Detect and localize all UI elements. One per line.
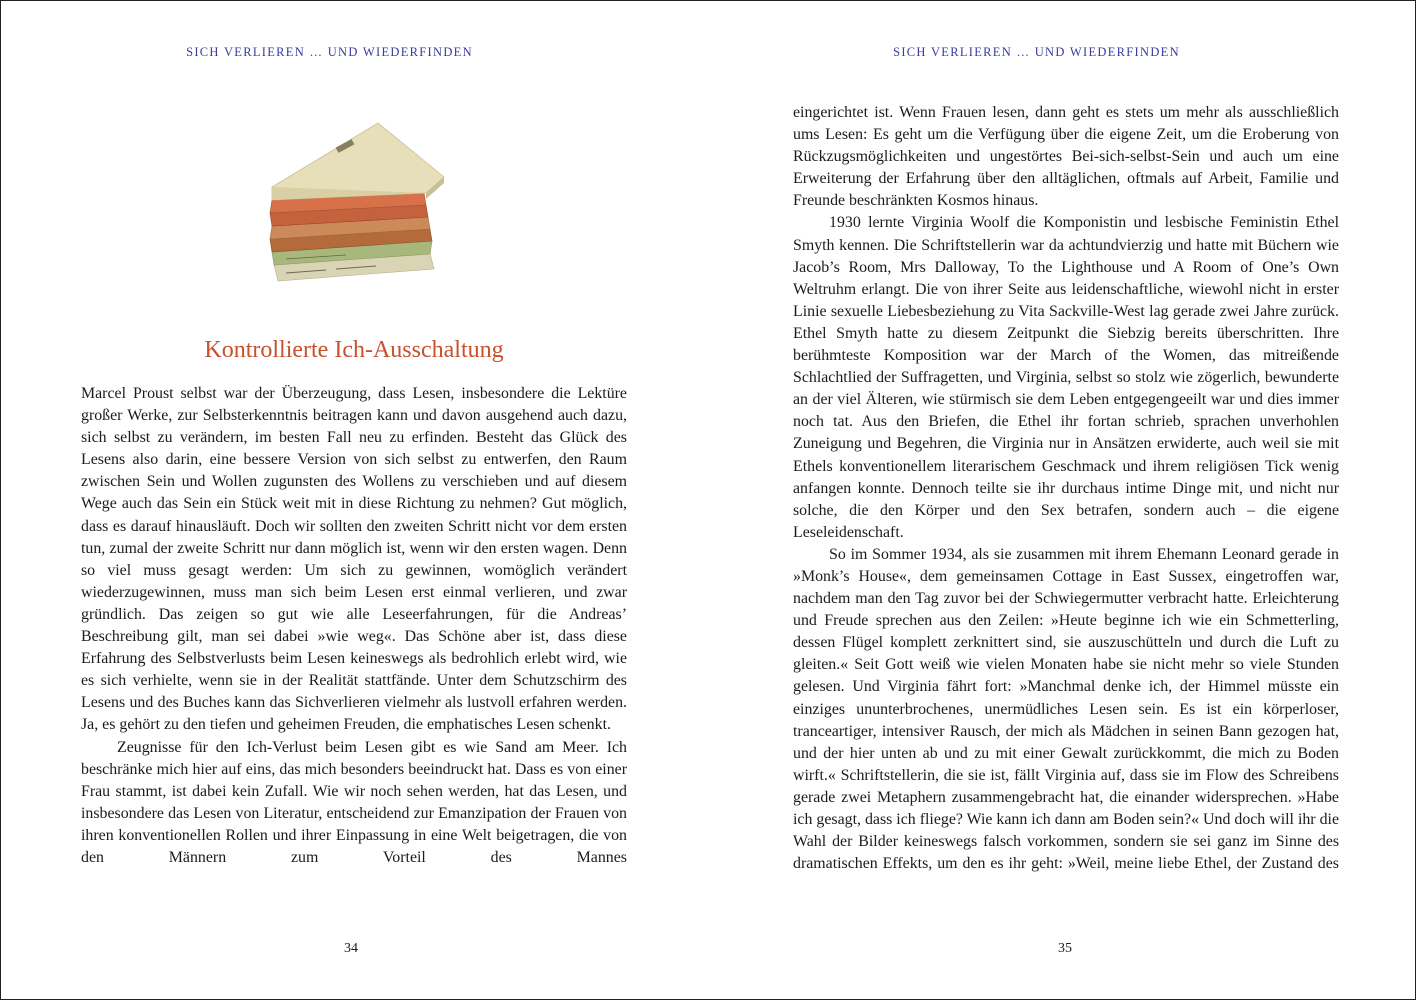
paragraph: 1930 lernte Virginia Woolf die Komponistin und lesbische Feministin Ethel Smyth kennen. Die Schriftstellerin war da achtundvierzig und hatte mit Büchern wie Jacob’s Room, Mrs Dalloway, To the Lighthouse und A Room of One’s Own Weltruhm erlangt. Die von ihrer Seite aus leidenschaftliche, wiewohl nicht in erster Linie sexuelle Liebesbeziehung zu Vita Sackville-West lag gerade zwei Jahre zurück. Ethel Smyth hatte zu diesem Zeitpunkt die Siebzig bereits überschritten. Ihre berühmteste Komposition war der March of the Women, das mitreißende Schlachtlied der Suffragetten, und Virginia, selbst so stolz wie zögerlich, bewunderte an der viel Älteren, wie stürmisch sie dem Leben entgegengeeilt war und dies immer noch tat. Aus den Briefen, die Ethel ihr fortan schrieb, sprachen unverhohlen Zuneigung und Begehren, die Virginia nur in Ansätzen erwiderte, auch weil sie mit Ethels konventionellem literarischem Geschmack und ihrem religiösen Tick wenig anfangen konnte. Dennoch teilte sie ihr durchaus intime Dinge mit, und nicht nur solche, die den Körper und den Sex betrafen, sondern auch – die eigene Leseleidenschaft. bbox=[793, 214, 1339, 541]
chapter-heading: Kontrollierte Ich-Ausschaltung bbox=[204, 337, 504, 363]
body-text bbox=[81, 383, 627, 869]
running-head: SICH VERLIEREN … UND WIEDERFINDEN bbox=[893, 45, 1180, 59]
page-number: 35 bbox=[1058, 941, 1072, 956]
paragraph: Zeugnisse für den Ich-Verlust beim Lesen gibt es wie Sand am Meer. Ich beschränke mich hier auf eins, das mich besonders beeindruckt hat. Dass es von einer Frau stammt, ist dabei kein Zufall. Wie wir noch sehen werden, hat das Lesen, und insbesondere das Lesen von Literatur, entscheidend zur Emanzipation der Frauen von ihren konventionellen Rollen und ihrer Einpassung in eine Welt beigetragen, die von den Männern zum Vorteil des Mannes bbox=[81, 738, 627, 866]
left-page bbox=[1, 1, 708, 999]
running-head: SICH VERLIEREN … UND WIEDERFINDEN bbox=[186, 45, 473, 59]
paragraph: Marcel Proust selbst war der Überzeugung, dass Lesen, insbesondere die Lektüre großer Werke, zur Selbsterkenntnis beitragen kann und davon ausgehend auch dazu, sich selbst zu verändern, im besten Fall neu zu erfinden. Besteht das Glück des Lesens also darin, eine bessere Version von sich selbst zu entwerfen, den Raum zwischen Sein und Wollen zugunsten des Wollens zu verschieben und auf diesem Wege auch das Sein ein Stück weit mit in diese Richtung zu nehmen? Gut möglich, dass es darauf hinausläuft. Doch wir sollten den zweiten Schritt nicht vor dem ersten tun, zumal der zweite Schritt nur dann möglich ist, wenn wir den ersten wagen. Denn so viel muss gesagt werden: Um sich zu gewinnen, womöglich verändert wiederzugewinnen, muss man sich beim Lesen erst einmal verlieren, und zwar gründlich. Das zeigen so gut wie alle Leseerfahrungen, für die Andreas’ Beschreibung gilt, man sei dabei »wie weg«. Das Schöne aber ist, dass diese Erfahrung des Selbstverlusts beim Lesen keineswegs als bedrohlich erlebt wird, wie es sich verhielte, wenn sie in der Realität stattfände. Unter dem Schutzschirm des Lesens und des Buches kann das Sichverlieren vielmehr als lustvoll erfahren werden. Ja, es gehört zu den tiefen und geheimen Freuden, die emphatisches Lesen schenkt. bbox=[81, 385, 627, 734]
stack-of-books-illustration bbox=[266, 113, 446, 283]
body-text bbox=[793, 102, 1339, 875]
page-number: 34 bbox=[344, 941, 358, 956]
paragraph: So im Sommer 1934, als sie zusammen mit ihrem Ehemann Leonard gerade in »Monk’s House«, dem gemeinsamen Cottage in East Sussex, eingetroffen war, nachdem man den Tag zuvor bei der Schwiegermutter verbracht hatte. Erleichterung und Freude sprechen aus den Zeilen: »Heute beginne ich wie ein Schmetterling, dessen Flügel komplett zerknittert sind, sie auszuschütteln und durch die Luft zu gleiten.« Seit Gott weiß wie vielen Monaten habe sie nicht mehr so viele Stunden gelesen. Und Virginia fährt fort: »Manchmal denke ich, der Himmel müsste ein einziges ununterbrochenes, unermüdliches Lesen sein. Es ist ein körperloser, tranceartiger, intensiver Rausch, der mich als Mädchen in seinen Bann gezogen hat, und der hier unten ab und zu mit einer Gewalt zurückkommt, die mich zu Boden wirft.« Schriftstellerin, die sie ist, fällt Virginia auf, dass sie im Flow des Schreibens gerade zwei Metaphern zusammengebracht hat, die einander widersprechen. »Habe ich gesagt, dass ich fliege? Wie kann ich dann am Boden sein?« Und doch will ihr die Wahl der Bilder keineswegs falsch vorkommen, sondern sie sei ganz im Sinne des dramatischen Effekts, um den es ihr geht: »Weil, meine liebe Ethel, der Zustand des bbox=[793, 545, 1339, 873]
right-page bbox=[708, 1, 1415, 999]
paragraph: eingerichtet ist. Wenn Frauen lesen, dann geht es stets um mehr als ausschließlich ums Lesen: Es geht um die Verfügung über die eigene Zeit, um die Eroberung von Rückzugsmöglichkeiten und ungestörtes Bei-sich-selbst-Sein und auch um eine Erweiterung der Erfahrung über den alltäglichen, oftmals auf Arbeit, Familie und Freunde beschränkten Kosmos hinaus. bbox=[793, 104, 1339, 210]
